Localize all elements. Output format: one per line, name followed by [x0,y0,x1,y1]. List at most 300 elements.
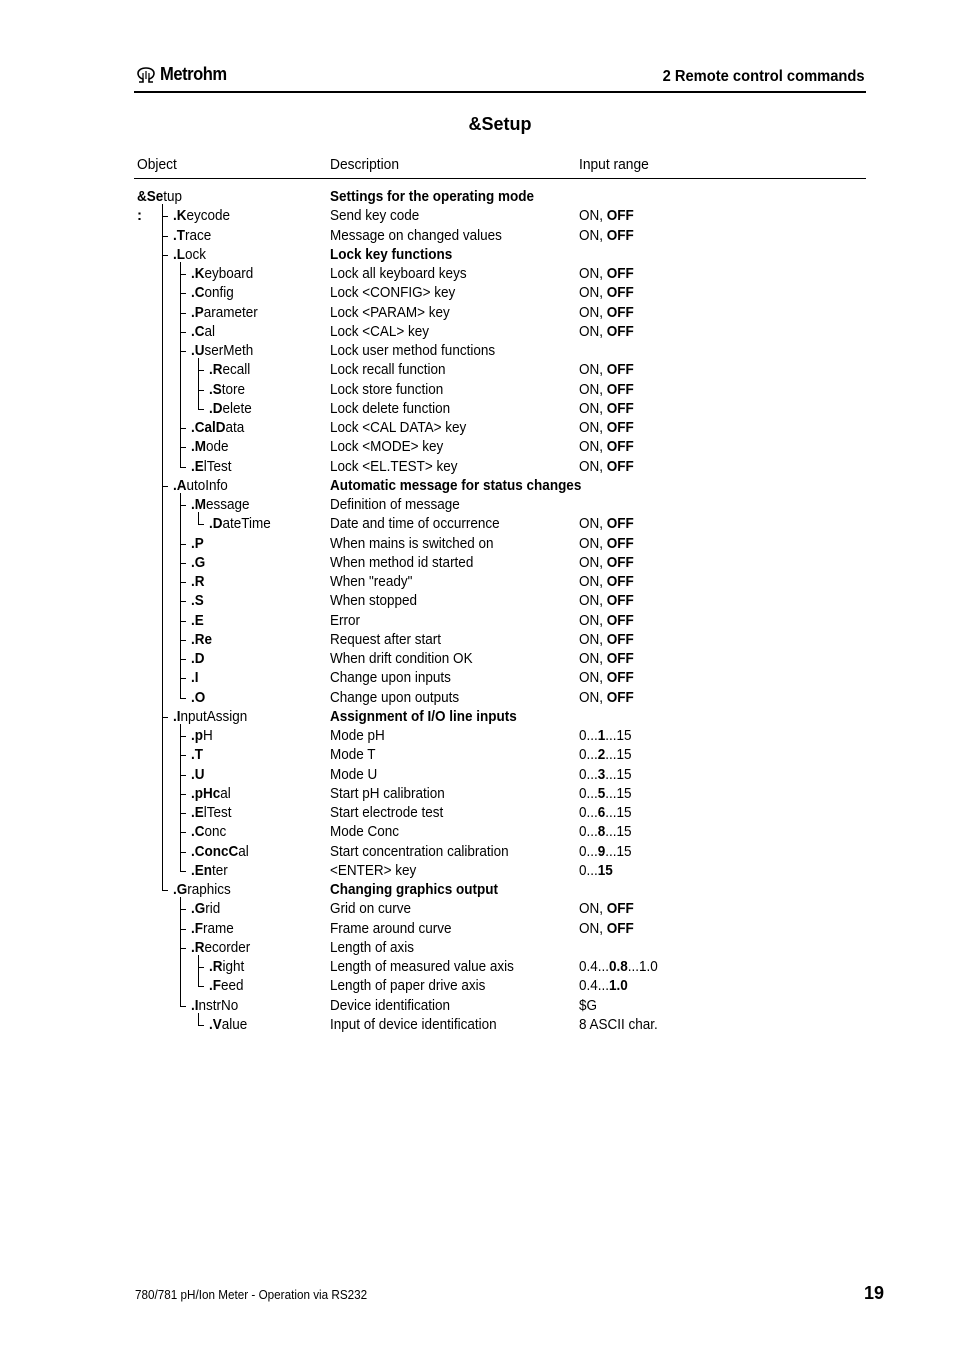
object-name [209,976,244,995]
table-row [0,861,954,880]
description: Input of device identification [330,1015,497,1033]
object-abbrev: .E [191,611,204,629]
input-range [579,534,634,553]
range-part: 0... [579,765,598,783]
description: Lock store function [330,380,444,398]
object-name [191,457,232,476]
range-part: OFF [606,611,634,629]
description: Lock <CAL DATA> key [330,419,467,436]
chapter-title: 2 Remote control commands [662,68,865,85]
tree-connector [198,409,204,410]
table-row [0,457,954,476]
description: Settings for the operating mode [330,188,535,205]
range-part: 9 [597,842,606,860]
description: Lock <PARAM> key [330,303,450,321]
description: Device identification [330,996,451,1014]
description: When mains is switched on [330,534,494,552]
input-range [579,919,634,938]
range-part: OFF [606,553,634,571]
input-range [579,630,634,649]
range-part: ON, [579,438,607,456]
range-part: OFF [606,322,634,340]
object-abbrev: .D [191,650,205,667]
object-rest: ock [185,245,207,263]
input-range [579,784,632,803]
object-name [209,399,252,418]
range-part: 0... [579,784,598,802]
object-rest: elete [222,399,252,417]
input-range [579,457,634,476]
object-rest: alue [221,1015,248,1033]
table-row [0,283,954,302]
range-part: ...15 [605,842,632,860]
object-abbrev: .L [173,245,186,263]
input-range [579,553,634,572]
range-part: ON, [579,419,607,436]
object-rest: ode [206,438,229,456]
object-name [191,668,199,687]
range-part: OFF [606,419,634,436]
object-name [191,688,205,707]
description: Length of paper drive axis [330,977,486,995]
object-name [173,245,206,264]
table-row [0,514,954,533]
description: When method id started [330,553,474,571]
tree-connector [162,890,168,891]
object-rest: tore [221,380,246,398]
table-row [0,572,954,591]
object-name [209,380,245,399]
object-abbrev: .O [191,688,206,706]
range-part: 3 [597,765,606,783]
object-abbrev: .ConcC [191,842,239,860]
object-name [191,418,244,437]
range-part: OFF [606,919,634,937]
object-rest: serMeth [204,342,254,359]
table-row [0,476,954,495]
range-part: OFF [606,399,634,417]
object-abbrev: .p [191,727,204,744]
object-name [173,476,228,495]
input-range [579,514,634,533]
object-abbrev: .I [191,669,199,687]
input-range [579,591,634,610]
object-name [173,226,211,245]
input-range [579,380,634,399]
description: Error [330,611,361,629]
range-part: 15 [597,861,613,879]
object-rest: ecall [222,361,251,379]
tree-connector [198,524,204,525]
input-range [579,303,634,322]
object-name [191,630,212,649]
range-part: 0.4... [579,977,610,995]
input-range [579,264,634,283]
object-abbrev: .K [191,265,205,282]
object-abbrev: .C [191,284,205,302]
object-rest: ight [222,958,245,975]
object-rest: rame [203,919,234,937]
input-range [579,745,632,764]
object-abbrev: .Re [191,630,213,648]
range-part: ON, [579,284,607,302]
object-name [137,187,182,206]
range-part: OFF [606,361,634,379]
range-part: ...15 [605,804,632,821]
object-abbrev: .G [191,900,206,918]
object-abbrev: .I [191,996,199,1014]
table-row [0,668,954,687]
range-part: ON, [579,573,607,590]
range-part: OFF [606,669,634,687]
range-part: OFF [606,438,634,456]
description: Lock user method functions [330,342,496,359]
input-range [579,206,634,225]
logo-text: Metrohm [160,64,227,84]
table-row [0,245,954,264]
range-part: OFF [606,900,634,918]
input-range [579,418,634,437]
description: Changing graphics output [330,881,498,898]
object-rest: essage [206,496,250,513]
range-part: ...15 [605,765,632,783]
tree-connector [180,871,186,872]
object-name [209,514,271,533]
object-name [191,341,253,360]
object-abbrev: .M [191,438,207,456]
object-name [191,572,205,591]
table-row [0,784,954,803]
tree-branch [180,897,181,1005]
range-part: ON, [579,399,607,417]
table-row [0,534,954,553]
object-name [191,726,213,745]
range-part: OFF [606,515,634,533]
table-row [0,591,954,610]
object-name [173,206,230,225]
table-row [0,380,954,399]
description: Automatic message for status changes [330,476,582,494]
object-rest: eyboard [204,265,254,282]
object-abbrev: .G [191,553,206,571]
range-part: ON, [579,900,607,918]
description: Start concentration calibration [330,842,509,860]
description: Lock recall function [330,361,446,379]
range-part: ON, [579,265,607,282]
object-abbrev: .K [173,207,187,225]
object-name [191,283,234,302]
object-rest: al [238,842,249,860]
table-row [0,322,954,341]
description: Lock all keyboard keys [330,265,467,282]
table-row [0,745,954,764]
description: Lock key functions [330,245,453,263]
object-rest: nstrNo [198,996,239,1014]
object-name [191,842,249,861]
range-part: 0... [579,842,598,860]
range-part: ON, [579,361,607,379]
object-name [191,649,205,668]
description: Change upon inputs [330,669,451,687]
table-row [0,957,954,976]
description: Definition of message [330,496,460,513]
tree-connector [180,698,186,699]
object-rest: onfig [204,284,234,302]
range-part: OFF [606,630,634,648]
input-range [579,322,634,341]
object-name [191,996,238,1015]
object-abbrev: &Se [137,188,164,205]
description: Start electrode test [330,804,444,821]
object-name [191,822,226,841]
description: <ENTER> key [330,861,417,879]
range-part: ON, [579,380,607,398]
table-row [0,803,954,822]
table-row [0,649,954,668]
object-abbrev: .T [191,746,204,764]
description: Lock <EL.TEST> key [330,457,458,475]
range-part: 0... [579,727,598,744]
table-row [0,1015,954,1034]
object-rest: ter [212,861,228,879]
object-abbrev: .CalD [191,419,226,436]
table-row [0,495,954,514]
object-rest: tup [163,188,183,205]
table-row [0,630,954,649]
input-range [579,996,597,1015]
description: Send key code [330,207,420,225]
range-part: ON, [579,207,607,225]
object-name [191,765,205,784]
table-row [0,303,954,322]
object-abbrev: .P [191,303,204,321]
object-name [191,861,228,880]
range-part: ON, [579,553,607,571]
object-name [191,919,234,938]
input-range [579,283,634,302]
input-range [579,726,632,745]
input-range [579,842,632,861]
description: Request after start [330,630,442,648]
object-rest: ata [225,419,245,436]
input-range [579,1015,658,1034]
range-part: ON, [579,303,607,321]
range-part: OFF [606,265,634,282]
input-range [579,803,632,822]
range-part: OFF [606,207,634,225]
object-abbrev: .En [191,861,213,879]
object-abbrev: .E [191,457,204,475]
object-name [191,553,205,572]
object-abbrev: .R [209,361,223,379]
input-range [579,976,628,995]
input-range [579,437,634,456]
tree-connector [198,986,204,987]
range-part: OFF [606,226,634,244]
range-part: ON, [579,457,607,475]
object-rest: arameter [203,303,258,321]
object-rest: lTest [203,457,232,475]
object-name [191,899,220,918]
range-part: OFF [606,380,634,398]
range-part: ON, [579,515,607,533]
range-part: OFF [606,534,634,552]
input-range [579,861,613,880]
input-range [579,688,634,707]
description: Change upon outputs [330,688,460,706]
tree-branch [180,724,181,871]
object-abbrev: .V [209,1015,222,1033]
object-rest: race [185,226,212,244]
table-row [0,880,954,899]
object-name [191,611,204,630]
range-part: ON, [579,226,607,244]
range-part: OFF [606,688,634,706]
object-abbrev: .S [209,380,222,398]
description: Lock delete function [330,399,451,417]
object-name [191,437,229,456]
object-abbrev: .P [191,534,204,552]
description: Lock <CAL> key [330,322,430,340]
object-rest: onc [204,823,227,841]
page-number: 19 [864,1283,885,1303]
object-name [191,591,204,610]
object-abbrev: .I [173,707,181,725]
object-rest: utoInfo [186,476,228,494]
description: Message on changed values [330,226,502,244]
input-range [579,649,634,668]
table-row [0,842,954,861]
description: Mode U [330,765,378,783]
table-row [0,765,954,784]
tree-branch [162,204,163,890]
description: Length of measured value axis [330,958,514,975]
description: Mode Conc [330,823,400,841]
range-part: ON, [579,534,607,552]
range-part: 1.0 [609,977,628,995]
range-part: $G [579,996,598,1014]
tree-connector [180,1006,186,1007]
range-part: 2 [597,746,606,764]
object-name [191,264,253,283]
range-part: OFF [606,303,634,321]
range-part: OFF [606,592,634,610]
input-range [579,572,634,591]
table-row [0,611,954,630]
object-abbrev: .E [191,804,204,821]
object-name [191,495,250,514]
object-name [209,360,250,379]
object-name [191,303,258,322]
description: Frame around curve [330,919,452,937]
footer-text: 780/781 pH/Ion Meter - Operation via RS232 [135,1287,368,1302]
description: When stopped [330,592,418,610]
table-row [0,919,954,938]
object-abbrev: .U [191,342,205,359]
object-abbrev: .R [191,938,205,956]
object-abbrev: .F [191,919,204,937]
object-abbrev: .F [209,977,222,995]
object-rest: eycode [186,207,231,225]
object-name [191,322,215,341]
description: Start pH calibration [330,784,445,802]
table-row [0,399,954,418]
table-row [0,938,954,957]
range-part: OFF [606,457,634,475]
table-row [0,206,954,225]
table-row [0,418,954,437]
section-title: &Setup [468,114,532,134]
range-part: ON, [579,611,607,629]
input-range [579,668,634,687]
range-part: 1 [597,727,606,744]
object-rest: lTest [203,804,232,821]
column-header-object: Object [137,156,177,173]
range-part: 0... [579,823,598,841]
table-row [0,553,954,572]
tree-branch [198,358,199,409]
object-name [191,534,204,553]
object-name [209,957,244,976]
description: Lock <CONFIG> key [330,284,456,302]
range-part: 8 ASCII char. [579,1015,658,1033]
table-row [0,726,954,745]
object-name [173,880,231,899]
table-row [0,822,954,841]
object-name [191,745,203,764]
range-part: OFF [606,573,634,590]
range-part: ON, [579,592,607,610]
description: When "ready" [330,573,413,590]
object-name [209,1015,247,1034]
description: When drift condition OK [330,650,473,667]
object-abbrev: .A [173,476,187,494]
description: Lock <MODE> key [330,438,444,456]
object-rest: al [204,322,216,340]
table-row [0,688,954,707]
range-part: ...15 [605,746,632,764]
table-row [0,976,954,995]
object-name [173,707,247,726]
table-row [0,264,954,283]
description: Assignment of I/O line inputs [330,707,517,725]
object-abbrev: .C [191,322,205,340]
column-header-range: Input range [579,156,649,173]
description: Mode T [330,746,376,764]
range-part: OFF [606,650,634,667]
range-part: ...15 [605,823,632,841]
input-range [579,611,634,630]
range-part: 0... [579,804,598,821]
input-range [579,822,632,841]
object-abbrev: .D [209,399,223,417]
range-part: 5 [597,784,606,802]
object-abbrev: .T [173,226,186,244]
tree-root-marker: : [137,207,142,225]
input-range [579,765,632,784]
tree-branch [180,493,181,698]
range-part: ON, [579,688,607,706]
table-row [0,341,954,360]
table-row [0,187,954,206]
tree-branch [198,512,199,524]
range-part: ...15 [605,784,632,802]
range-part: OFF [606,284,634,302]
object-name [191,803,232,822]
range-part: ON, [579,919,607,937]
tree-connector [198,1025,204,1026]
object-rest: ecorder [204,938,251,956]
